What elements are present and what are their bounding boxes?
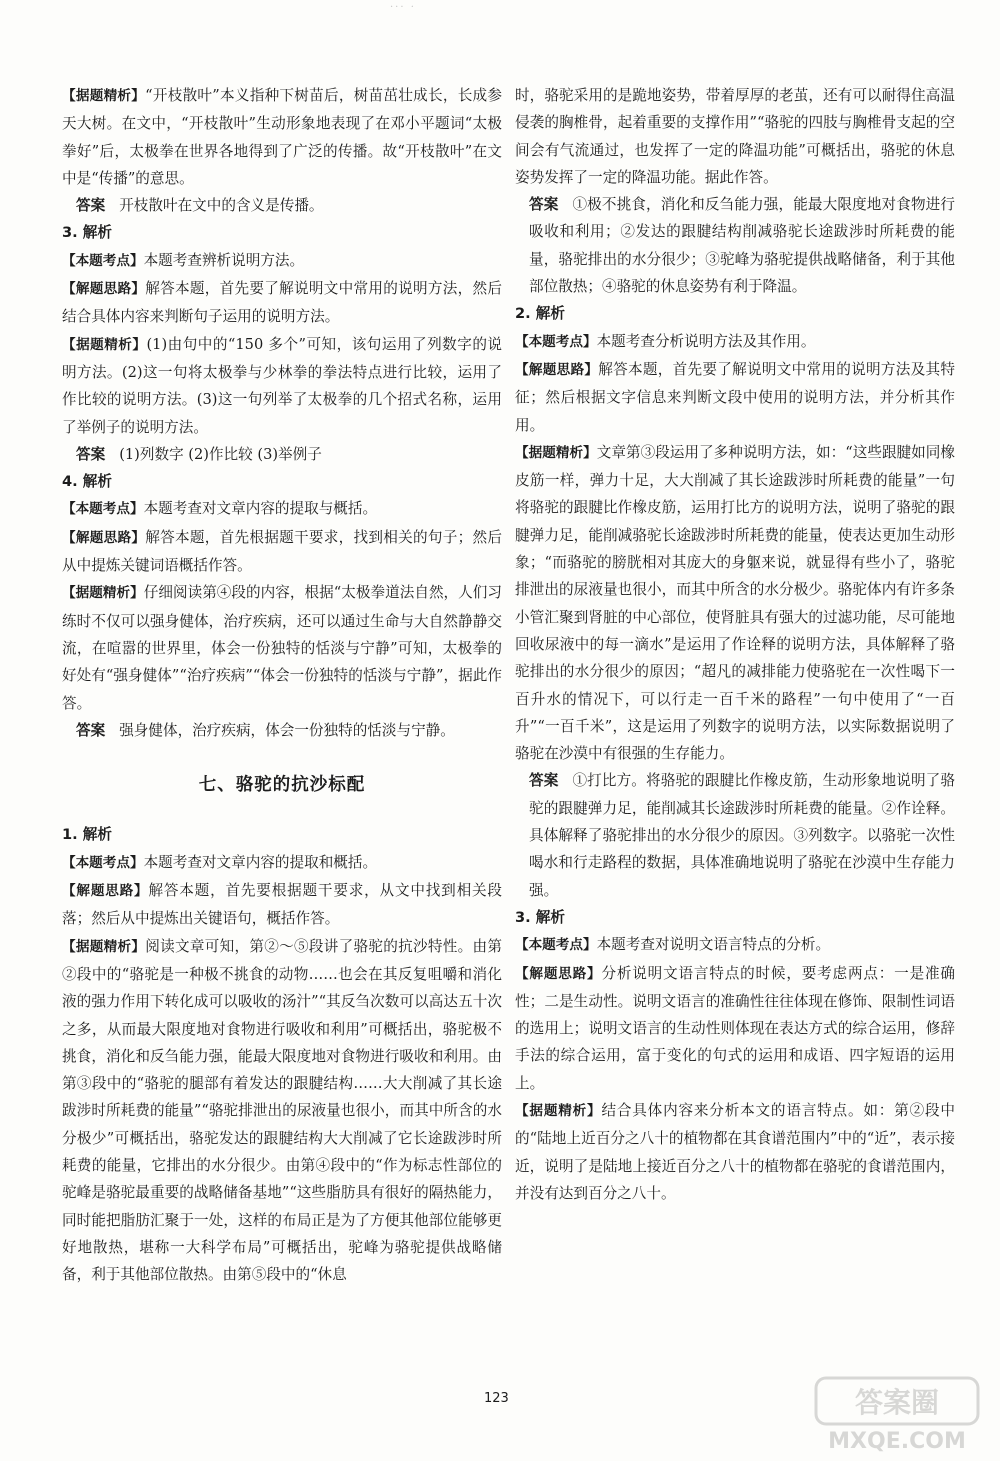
c1-header: 1. 解析	[62, 826, 112, 844]
q3-answer	[62, 441, 502, 468]
analysis-tag: 【据题精析】	[62, 88, 146, 104]
svg-text:MXQE.COM: MXQE.COM	[828, 1429, 966, 1454]
svg-text:答案圈: 答案圈	[854, 1386, 940, 1419]
kaodian-tag: 【本题考点】	[515, 937, 597, 954]
answer-text: ①打比方。将骆驼的跟腱比作橡皮筋，生动形象地说明了骆驼的跟腱弹力足，能削减其长途跋涉时所耗费的能量。②作诠释。具体解释了骆驼排出的水分很少的原因。③列数字。以骆驼一次性喝水和行走路程的数据，具体准确地说明了骆驼在沙漠中生存能力强。	[529, 772, 955, 899]
c2-header: 2. 解析	[515, 305, 565, 323]
answer-label: 答案	[76, 197, 106, 215]
c3-silu	[515, 960, 955, 1097]
jingxi-text: 结合具体内容来分析本文的语言特点。如：第②段中的“陆地上近百分之八十的植物都在其食谱范围内”中的“近”，表示接近，说明了是陆地上接近百分之八十的植物都在骆驼的食谱范围内，并没有达到百分之八十。	[515, 1101, 955, 1202]
c1-jingxi	[62, 933, 502, 1289]
answer-text: (1)列数字 (2)作比较 (3)举例子	[119, 445, 322, 463]
answer-label: 答案	[529, 772, 559, 790]
jingxi-tag: 【据题精析】	[62, 336, 147, 353]
jingxi-text: 文章第③段运用了多种说明方法，如：“这些跟腱如同橡皮筋一样，弹力十足，大大削减了其长途跋涉时所耗费的能量”一句将骆驼的跟腱比作橡皮筋，运用打比方的说明方法，说明了骆驼的跟腱弹力足，能削减骆驼长途跋涉时所耗费的能量，使表达更加生动形象；“而骆驼的膀胱相对其庞大的身躯来说，就显得有些小了，骆驼排泄出的尿液量也很小，而其中所含的水分极少。骆驼体内有许多条小管汇聚到肾脏的中心部位，使肾脏具有强大的过滤功能，尽可能地回收尿液中的每一滴水”是运用了作诠释的说明方法，具体解释了骆驼排出的水分很少的原因；“超凡的减排能力使骆驼在一次性喝下一百升水的情况下，可以行走一百千米的路程”一句中使用了“一百升”“一百千米”，这是运用了列数字的说明方法，以实际数据说明了骆驼在沙漠中有很强的生存能力。	[515, 443, 956, 763]
silu-text: 解答本题，首先根据题干要求，找到相关的句子；然后从中提炼关键词语概括作答。	[62, 528, 502, 575]
page-number: 123	[484, 1391, 509, 1406]
c2-kaodian	[515, 328, 955, 356]
kaodian-text: 本题考查对说明文语言特点的分析。	[596, 936, 831, 954]
q4-header: 4. 解析	[62, 473, 112, 491]
kaodian-text: 本题考查对文章内容的提取和概括。	[143, 853, 378, 871]
c2-answer	[515, 767, 955, 903]
c2-silu	[515, 356, 955, 439]
right-column	[515, 82, 955, 1207]
q4-kaodian	[62, 495, 502, 523]
silu-tag: 【解题思路】	[62, 883, 149, 900]
q3-header: 3. 解析	[62, 224, 112, 242]
answer-text: 强身健体，治疗疾病，体会一份独特的恬淡与宁静。	[119, 721, 455, 739]
answer-label: 答案	[76, 721, 106, 739]
kaodian-tag: 【本题考点】	[62, 854, 144, 871]
silu-text: 分析说明文语言特点的时候，要考虑两点：一是准确性；二是生动性。说明文语言的准确性往往体现在修饰、限制性词语的选用上；说明文语言的生动性则体现在表达方式的综合运用，修辞手法的综合运用，富于变化的句式的运用和成语、四字短语的运用上。	[515, 964, 955, 1092]
silu-text: 解答本题，首先要了解说明文中常用的说明方法及其特征；然后根据文字信息来判断文段中使用的说明方法，并分析其作用。	[515, 360, 955, 434]
c3-jingxi	[515, 1097, 955, 1207]
kaodian-tag: 【本题考点】	[62, 252, 144, 269]
q4-jingxi	[62, 579, 502, 716]
left-column	[62, 82, 502, 1288]
kaodian-text: 本题考查对文章内容的提取与概括。	[143, 500, 378, 518]
kaodian-tag: 【本题考点】	[62, 501, 144, 518]
q4-silu	[62, 524, 502, 580]
answer-text: ①极不挑食，消化和反刍能力强，能最大限度地对食物进行吸收和利用；②发达的跟腱结构削减骆驼长途跋涉时所耗费的能量，骆驼排出的水分很少；③驼峰为骆驼提供战略储备，利于其他部位散热；④骆驼的休息姿势有利于降温。	[529, 196, 955, 296]
silu-tag: 【解题思路】	[62, 281, 146, 298]
jingxi-tag: 【据题精析】	[62, 585, 144, 602]
c3-kaodian	[515, 931, 955, 959]
q4-answer	[62, 717, 502, 744]
c1-jingxi-continued: 时，骆驼采用的是跪地姿势，带着厚厚的老茧，还有可以耐得住高温侵袭的胸椎骨，起着重要的支撑作用”“骆驼的四肢与胸椎骨支起的空间会有气流通过，也发挥了一定的降温功能”可概括出，骆驼的休息姿势发挥了一定的降温功能。据此作答。	[515, 87, 955, 186]
jingxi-text: 阅读文章可知，第②～⑤段讲了骆驼的抗沙特性。由第②段中的“骆驼是一种极不挑食的动物……也会在其反复咀嚼和消化液的强力作用下转化成可以吸收的汤汁”“其反刍次数可以高达五十次之多，从而最大限度地对食物进行吸收和利用”可概括出，骆驼极不挑食，消化和反刍能力强，能最大限度地对食物进行吸收和利用。由第③段中的“骆驼的腿部有着发达的跟腱结构……大大削减了其长途跋涉时所耗费的能量”“骆驼排泄出的尿液量也很小，而其中所含的水分极少”可概括出，骆驼发达的跟腱结构大大削减了它长途跋涉时所耗费的能量，它排出的水分很少。由第④段中的“作为标志性部位的驼峰是骆驼最重要的战略储备基地”“这些脂肪具有很好的隔热能力，同时能把脂肪汇聚于一处，这样的布局正是为了方便其他部位能够更好地散热，堪称一大科学布局”可概括出，驼峰为骆驼提供战略储备，利于其他部位散热。由第⑤段中的“休息	[62, 937, 502, 1284]
analysis-text: “开枝散叶”本义指种下树苗后，树苗茁壮成长，长成参天大树。在文中，“开枝散叶”生动形象地表现了在邓小平题词“太极拳好”后，太极拳在世界各地得到了广泛的传播。故“开枝散叶”在文中是“传播”的意思。	[62, 87, 502, 187]
q3-silu	[62, 275, 502, 331]
chapter-title: 七、骆驼的抗沙标配	[198, 775, 366, 796]
jingxi-tag: 【据题精析】	[515, 1102, 602, 1119]
kaodian-text: 本题考查分析说明方法及其作用。	[596, 332, 816, 350]
jingxi-text: 仔细阅读第④段的内容，根据“太极拳道法自然，人们习练时不仅可以强身健体，治疗疾病，还可以通过生命与大自然静静交流，在喧嚣的世界里，体会一份独特的恬淡与宁静”可知，太极拳的好处有“强身健体”“治疗疾病”“体会一份独特的恬淡与宁静”，据此作答。	[62, 584, 503, 712]
silu-text: 解答本题，首先要了解说明文中常用的说明方法，然后结合具体内容来判断句子运用的说明方法。	[62, 280, 502, 326]
c1-kaodian	[62, 849, 502, 877]
silu-tag: 【解题思路】	[515, 965, 602, 982]
kaodian-text: 本题考查辨析说明方法。	[143, 251, 305, 269]
answer-label: 答案	[76, 445, 106, 463]
silu-tag: 【解题思路】	[62, 529, 146, 546]
q3-jingxi	[62, 331, 502, 441]
jingxi-text: (1)由句中的“150 多个”可知，该句运用了列数字的说明方法。(2)这一句将太极拳与少林拳的拳法特点进行比较，运用了作比较的说明方法。(3)这一句列举了太极拳的几个招式名称，运用了举例子的说明方法。	[62, 335, 502, 436]
kaodian-tag: 【本题考点】	[515, 333, 597, 350]
silu-text: 解答本题，首先要根据题干要求，从文中找到相关段落；然后从中提炼出关键语句，概括作答。	[62, 882, 502, 928]
q3-kaodian	[62, 247, 502, 275]
q2-answer	[62, 192, 502, 219]
jingxi-tag: 【据题精析】	[515, 444, 597, 461]
silu-tag: 【解题思路】	[515, 361, 599, 378]
c1-silu	[62, 877, 502, 933]
c2-jingxi	[515, 439, 955, 768]
jingxi-tag: 【据题精析】	[62, 938, 146, 955]
watermark-logo	[812, 1372, 982, 1456]
answer-text: 开枝散叶在文中的含义是传播。	[119, 197, 324, 215]
top-stamp: ··· ·	[390, 2, 416, 13]
c3-header: 3. 解析	[515, 908, 565, 926]
answer-label: 答案	[529, 196, 559, 214]
q2-analysis-paragraph	[62, 82, 502, 192]
c1-answer	[515, 191, 955, 300]
